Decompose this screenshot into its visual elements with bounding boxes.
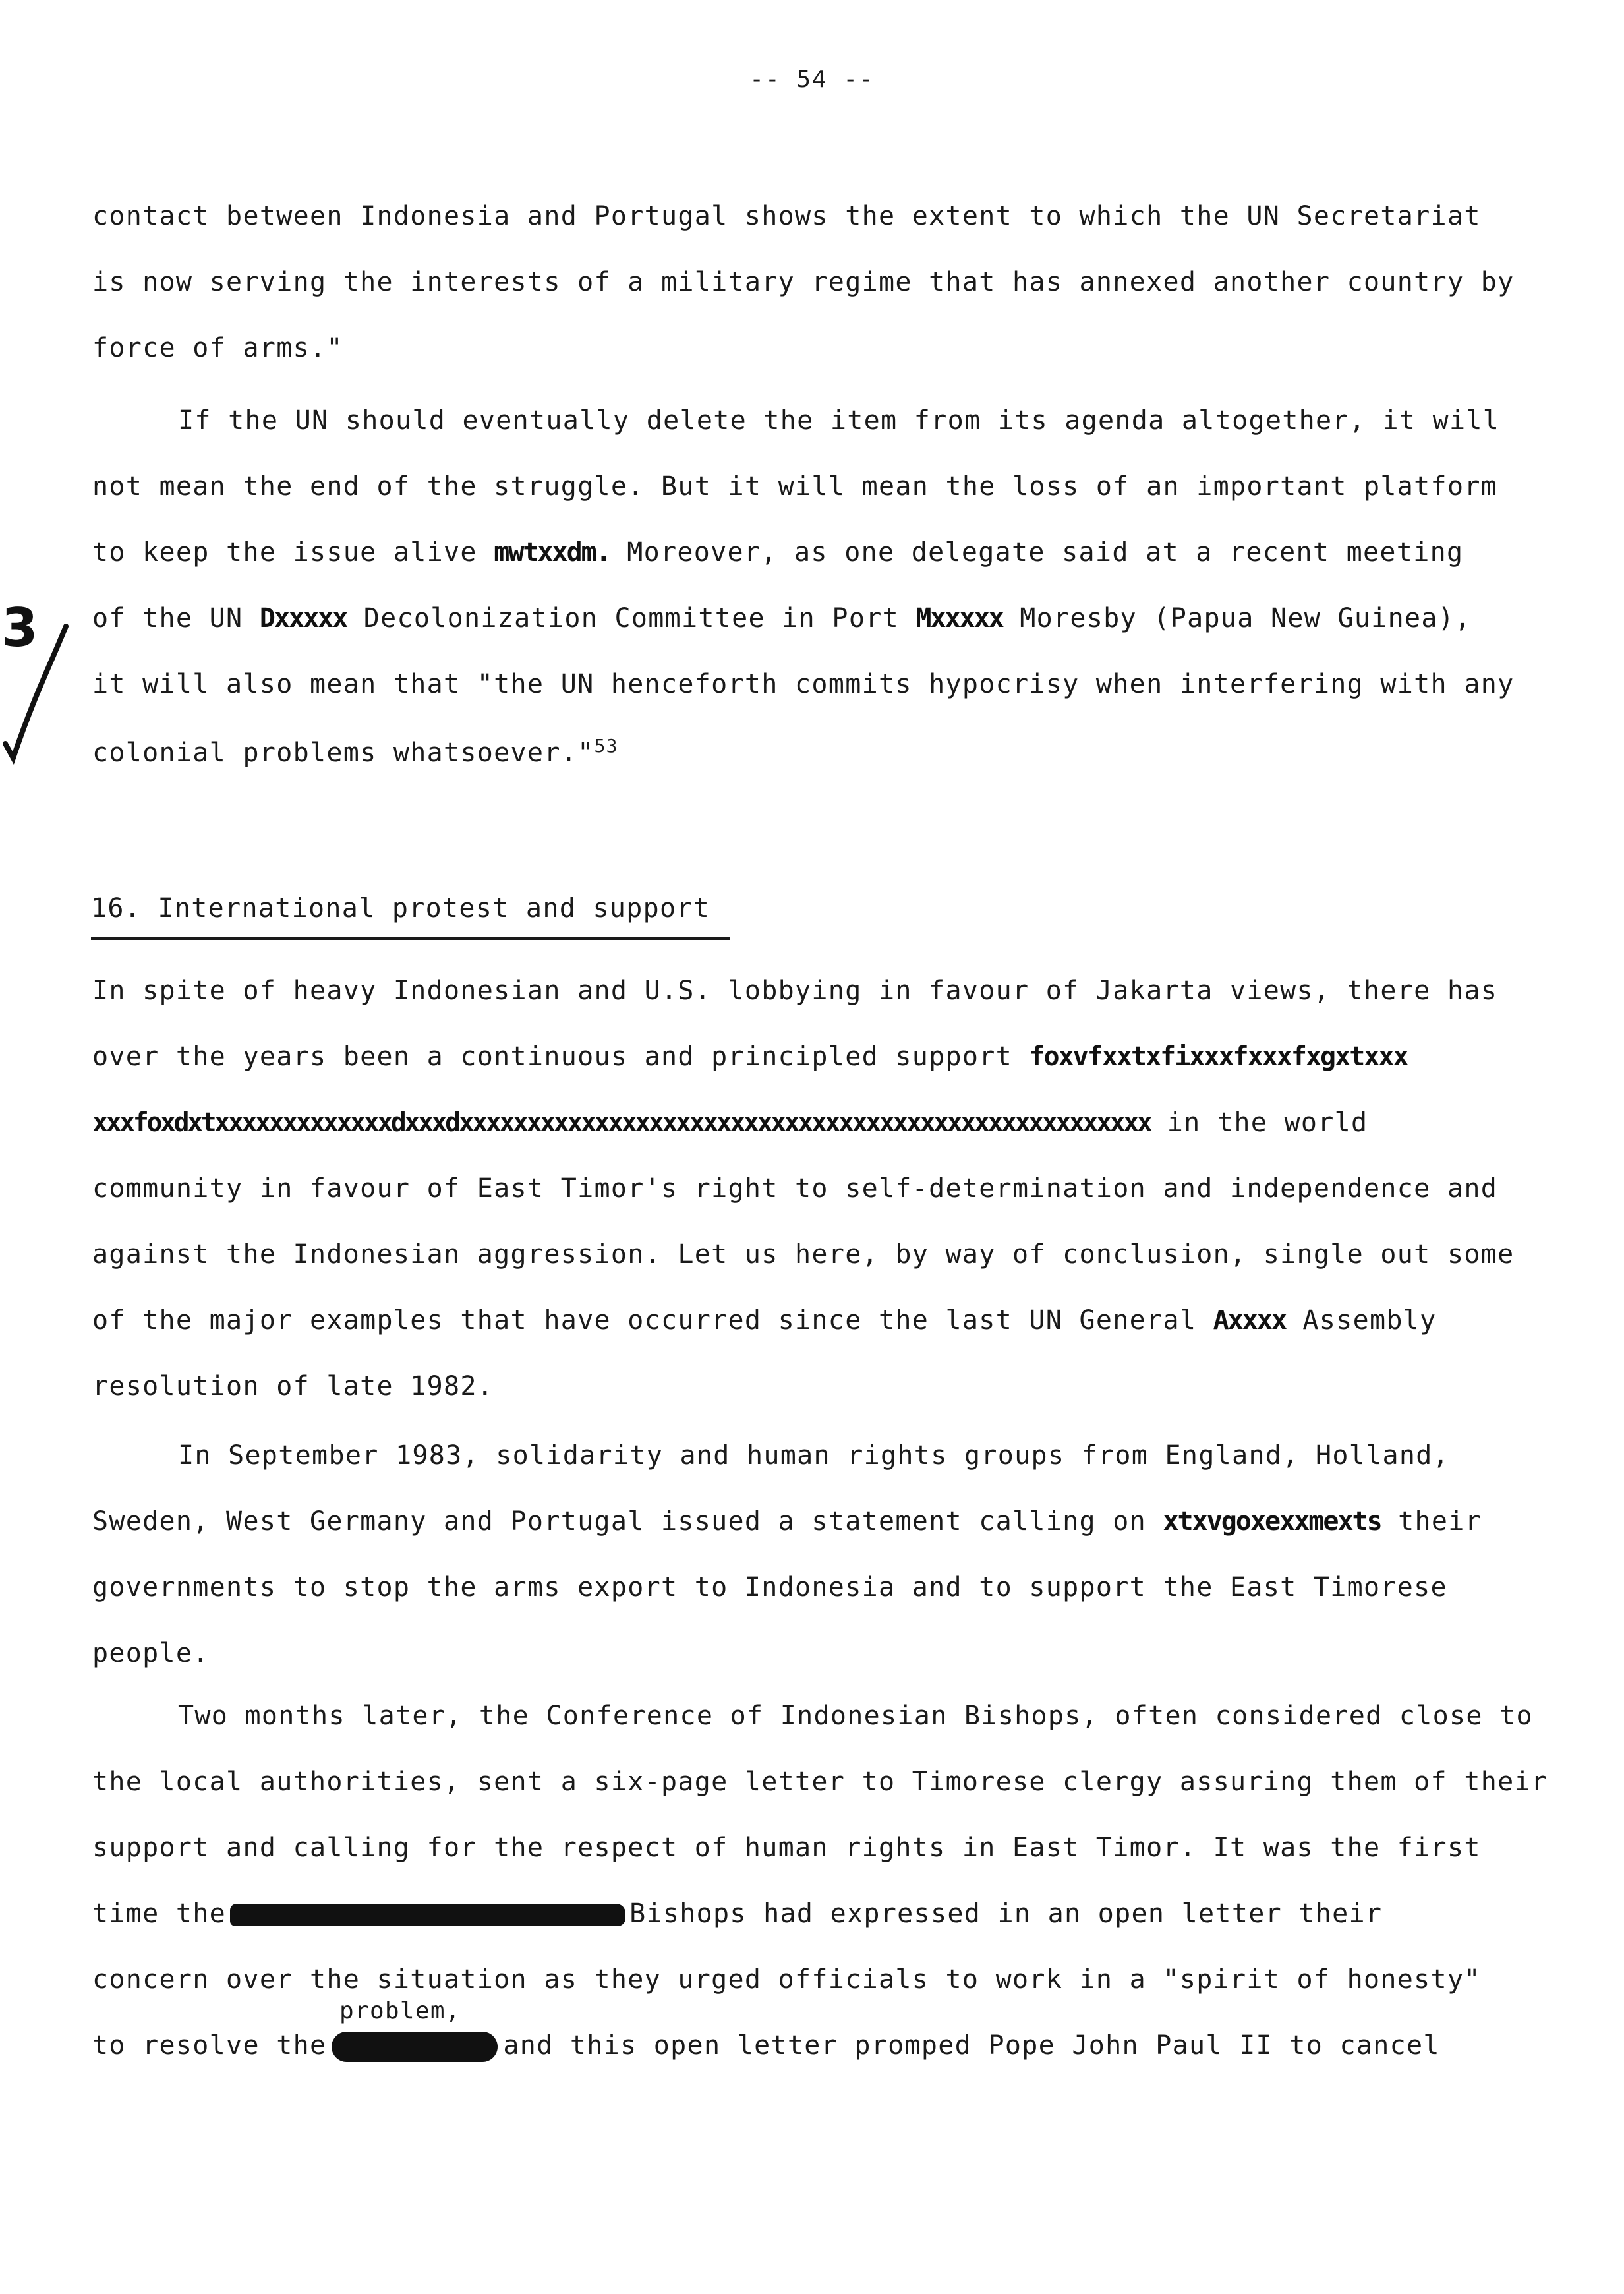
para5-line5: concern over the situation as they urged officials to work in a "spirit of honesty" — [92, 1964, 1481, 1995]
text-run: time the — [92, 1898, 227, 1929]
text-run: Sweden, West Germany and Portugal issued a statement calling on — [92, 1506, 1147, 1537]
para4-line2 — [92, 1506, 1482, 1537]
text-run: Assembly — [1302, 1305, 1437, 1336]
redaction-block — [332, 2032, 498, 2062]
struck-out-text: xxxfoxdxtxxxxxxxxxxxxxdxxxdxxxxxxxxxxxxxxxxxxxxxxxxxxxxxxxxxxxxxxxxxxxxxxxxxxx — [92, 1107, 1151, 1138]
section-heading: 16. International protest and support — [91, 893, 710, 924]
para5-line1: Two months later, the Conference of Indonesian Bishops, often considered close to — [178, 1701, 1533, 1731]
para1-line1: contact between Indonesia and Portugal shows the extent to which the UN Secretariat — [92, 201, 1481, 231]
interlinear-insertion: problem, — [339, 1997, 461, 2024]
text-run: colonial problems whatsoever." — [92, 738, 594, 768]
footnote-reference: 53 — [594, 735, 618, 757]
handwritten-margin-mark — [0, 600, 79, 771]
para3-line5: against the Indonesian aggression. Let us here, by way of conclusion, single out some — [92, 1239, 1515, 1270]
text-run: of the UN — [92, 603, 243, 633]
para2-line5: it will also mean that "the UN henceforth commits hypocrisy when interfering with any — [92, 669, 1515, 699]
para3-line1: In spite of heavy Indonesian and U.S. lobbying in favour of Jakarta views, there has — [92, 976, 1498, 1006]
para3-line3 — [92, 1107, 1368, 1138]
para3-line4: community in favour of East Timor's right to self-determination and independence and — [92, 1173, 1498, 1204]
para3-line6 — [92, 1305, 1436, 1336]
para2-line6 — [92, 735, 618, 768]
struck-out-text: foxvfxxtxfixxxfxxxfxgxtxxx — [1029, 1042, 1408, 1072]
struck-out-text: Mxxxxx — [915, 603, 1003, 633]
para2-line3 — [92, 537, 1463, 568]
para4-line1: In September 1983, solidarity and human rights groups from England, Holland, — [178, 1440, 1450, 1471]
para2-line2: not mean the end of the struggle. But it will mean the loss of an important platform — [92, 471, 1498, 502]
text-run: over the years been a continuous and principled support — [92, 1042, 1013, 1072]
struck-out-text: xtxvgoxexxmexts — [1163, 1506, 1381, 1537]
margin-number: 3 — [1, 600, 38, 659]
para1-line3: force of arms." — [92, 333, 343, 363]
heading-underline — [91, 937, 730, 940]
para5-line3: support and calling for the respect of human rights in East Timor. It was the first — [92, 1833, 1481, 1863]
para2-line4 — [92, 603, 1472, 633]
struck-out-text: Dxxxxx — [259, 603, 347, 633]
struck-out-text: mwtxxdm. — [494, 537, 610, 568]
para3-line7: resolution of late 1982. — [92, 1371, 494, 1401]
text-run: Moreover, as one delegate said at a recent meeting — [627, 537, 1464, 568]
para5-line4 — [92, 1898, 1382, 1929]
text-run: to resolve the — [92, 2030, 327, 2061]
text-run: Moresby (Papua New Guinea), — [1020, 603, 1472, 633]
para5-line2: the local authorities, sent a six-page letter to Timorese clergy assuring them of their — [92, 1767, 1548, 1797]
text-run: Decolonization Committee in Port — [363, 603, 899, 633]
para4-line4: people. — [92, 1638, 210, 1668]
text-run: of the major examples that have occurred since the last UN General — [92, 1305, 1197, 1336]
text-run: their — [1398, 1506, 1482, 1537]
page-number: -- 54 -- — [749, 66, 875, 93]
text-run: Bishops had expressed in an open letter their — [629, 1898, 1383, 1929]
para3-line2 — [92, 1042, 1408, 1072]
para1-line2: is now serving the interests of a military regime that has annexed another country by — [92, 267, 1515, 297]
text-run: and this open letter promped Pope John Paul II to cancel — [503, 2030, 1440, 2061]
redaction-block — [230, 1904, 625, 1926]
para5-line6 — [92, 2030, 1440, 2062]
text-run: in the world — [1167, 1107, 1368, 1138]
text-run: to keep the issue alive — [92, 537, 477, 568]
struck-out-text: Axxxx — [1213, 1305, 1287, 1336]
para2-line1: If the UN should eventually delete the item from its agenda altogether, it will — [178, 405, 1500, 436]
para4-line3: governments to stop the arms export to Indonesia and to support the East Timorese — [92, 1572, 1447, 1603]
